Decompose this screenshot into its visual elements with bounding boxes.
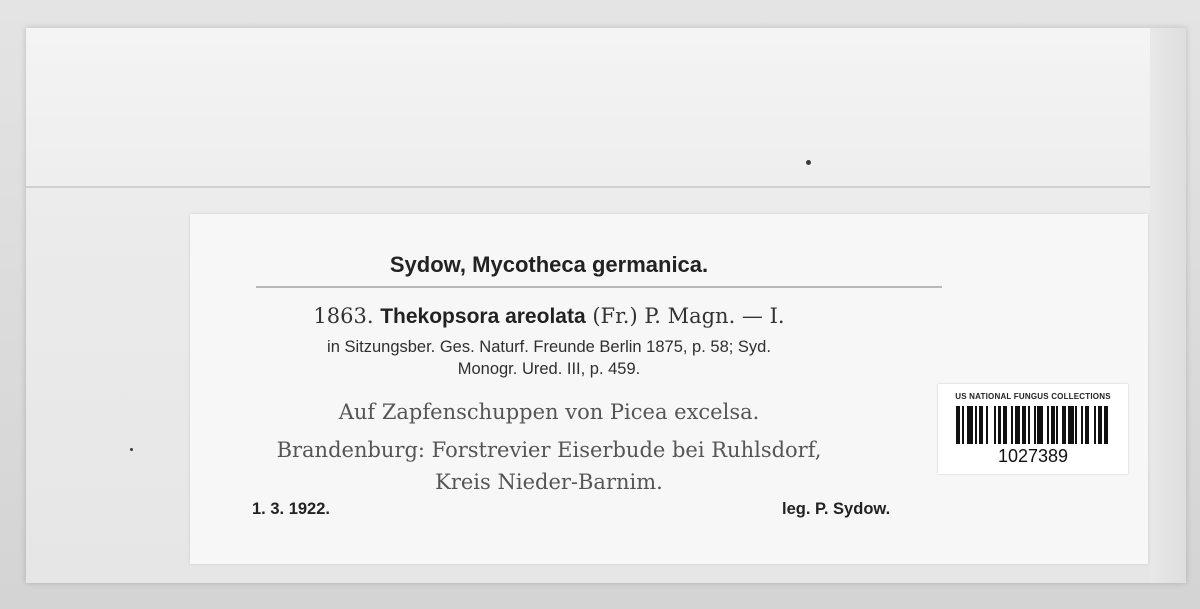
species-line xyxy=(70,304,1028,329)
label-title: Sydow, Mycotheca germanica. xyxy=(389,252,709,277)
packet-flap xyxy=(26,28,1186,188)
locality-line-2: Kreis Nieder-Barnim. xyxy=(435,470,663,494)
reference-line-1: in Sitzungsber. Ges. Naturf. Freunde Berlin 1875, p. 58; Syd. xyxy=(327,338,771,356)
species-name: Thekopsora areolata xyxy=(380,305,586,328)
collection-date: 1. 3. 1922. xyxy=(252,500,330,518)
barcode-bar xyxy=(1108,406,1110,444)
species-number: 1863. xyxy=(313,304,374,328)
barcode-bars xyxy=(956,406,1110,444)
packet-side-edge xyxy=(1150,28,1186,583)
species-authority: (Fr.) P. Magn. — I. xyxy=(592,304,785,328)
reference-line-2: Monogr. Ured. III, p. 459. xyxy=(457,360,641,378)
title-divider xyxy=(256,286,942,288)
locality-line-1: Brandenburg: Forstrevier Eiserbude bei Ruhlsdorf, xyxy=(276,438,822,462)
paper-speck xyxy=(806,160,811,165)
host-line: Auf Zapfenschuppen von Picea excelsa. xyxy=(338,400,760,424)
collector: leg. P. Sydow. xyxy=(782,500,891,518)
barcode-number: 1027389 xyxy=(997,446,1069,466)
barcode-label xyxy=(938,384,1128,474)
barcode-organization: US NATIONAL FUNGUS COLLECTIONS xyxy=(955,392,1111,401)
